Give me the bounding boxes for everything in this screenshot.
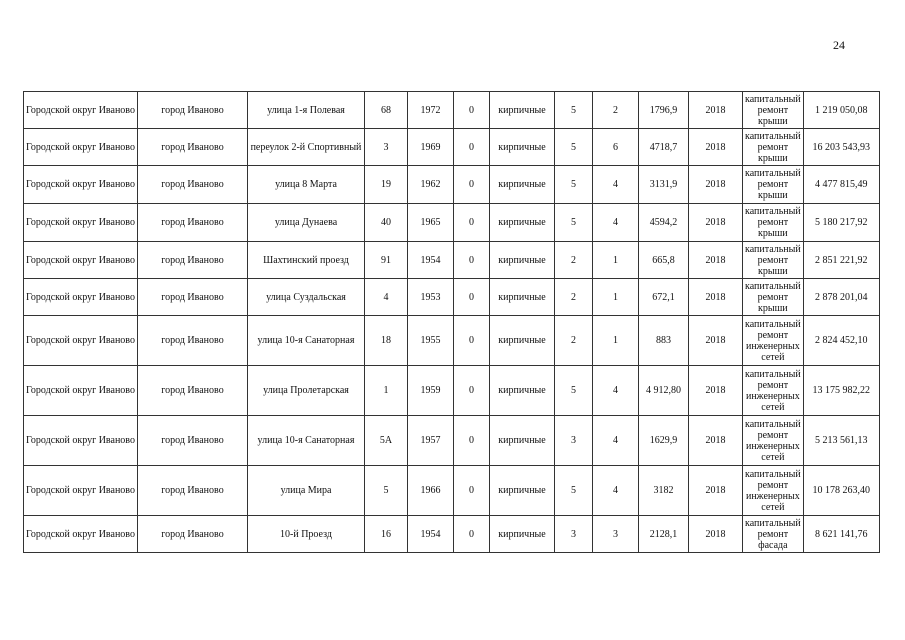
table-row (24, 166, 880, 204)
floors-cell: 2 (555, 242, 593, 279)
table-row (24, 129, 880, 166)
build-year-cell: 1966 (408, 466, 454, 516)
street-cell: улица 10-я Санаторная (248, 416, 365, 466)
city-cell: город Иваново (138, 366, 248, 416)
street-cell: улица 8 Марта (248, 166, 365, 204)
floors-cell: 2 (555, 316, 593, 366)
work-type-cell: капитальный ремонт крыши (743, 204, 804, 242)
city-cell: город Иваново (138, 204, 248, 242)
area-cell: 672,1 (639, 279, 689, 316)
page-number: 24 (833, 38, 845, 52)
work-type-cell: капитальный ремонт инженерных сетей (743, 366, 804, 416)
entrances-cell: 2 (593, 92, 639, 129)
area-cell: 883 (639, 316, 689, 366)
district-cell: Городской округ Иваново (24, 416, 138, 466)
table-row (24, 466, 880, 516)
entrances-cell: 1 (593, 242, 639, 279)
city-cell: город Иваново (138, 516, 248, 553)
build-year-cell: 1965 (408, 204, 454, 242)
area-cell: 1796,9 (639, 92, 689, 129)
house-number-cell: 40 (365, 204, 408, 242)
city-cell: город Иваново (138, 129, 248, 166)
zero-value-cell: 0 (454, 316, 490, 366)
house-number-cell: 16 (365, 516, 408, 553)
zero-value-cell: 0 (454, 242, 490, 279)
cost-cell: 10 178 263,40 (803, 466, 879, 516)
house-number-cell: 18 (365, 316, 408, 366)
floors-cell: 3 (555, 516, 593, 553)
wall-material-cell: кирпичные (490, 316, 555, 366)
street-cell: улица Суздальская (248, 279, 365, 316)
plan-year-cell: 2018 (689, 92, 743, 129)
zero-value-cell: 0 (454, 166, 490, 204)
floors-cell: 5 (555, 366, 593, 416)
plan-year-cell: 2018 (689, 242, 743, 279)
floors-cell: 5 (555, 129, 593, 166)
street-cell: улица 1-я Полевая (248, 92, 365, 129)
work-type-cell: капитальный ремонт инженерных сетей (743, 316, 804, 366)
area-cell: 2128,1 (639, 516, 689, 553)
city-cell: город Иваново (138, 279, 248, 316)
district-cell: Городской округ Иваново (24, 316, 138, 366)
city-cell: город Иваново (138, 242, 248, 279)
cost-cell: 8 621 141,76 (803, 516, 879, 553)
area-cell: 665,8 (639, 242, 689, 279)
plan-year-cell: 2018 (689, 129, 743, 166)
build-year-cell: 1962 (408, 166, 454, 204)
city-cell: город Иваново (138, 316, 248, 366)
work-type-cell: капитальный ремонт фасада (743, 516, 804, 553)
cost-cell: 1 219 050,08 (803, 92, 879, 129)
plan-year-cell: 2018 (689, 166, 743, 204)
cost-cell: 2 851 221,92 (803, 242, 879, 279)
house-number-cell: 4 (365, 279, 408, 316)
build-year-cell: 1954 (408, 516, 454, 553)
table-row (24, 416, 880, 466)
cost-cell: 2 824 452,10 (803, 316, 879, 366)
floors-cell: 5 (555, 92, 593, 129)
plan-year-cell: 2018 (689, 466, 743, 516)
street-cell: улица Пролетарская (248, 366, 365, 416)
entrances-cell: 4 (593, 466, 639, 516)
work-type-cell: капитальный ремонт крыши (743, 166, 804, 204)
street-cell: Шахтинский проезд (248, 242, 365, 279)
entrances-cell: 1 (593, 316, 639, 366)
plan-year-cell: 2018 (689, 416, 743, 466)
build-year-cell: 1972 (408, 92, 454, 129)
zero-value-cell: 0 (454, 204, 490, 242)
wall-material-cell: кирпичные (490, 129, 555, 166)
street-cell: улица Мира (248, 466, 365, 516)
zero-value-cell: 0 (454, 416, 490, 466)
zero-value-cell: 0 (454, 466, 490, 516)
wall-material-cell: кирпичные (490, 92, 555, 129)
district-cell: Городской округ Иваново (24, 242, 138, 279)
street-cell: переулок 2-й Спортивный (248, 129, 365, 166)
zero-value-cell: 0 (454, 129, 490, 166)
cost-cell: 4 477 815,49 (803, 166, 879, 204)
district-cell: Городской округ Иваново (24, 279, 138, 316)
entrances-cell: 6 (593, 129, 639, 166)
plan-year-cell: 2018 (689, 279, 743, 316)
wall-material-cell: кирпичные (490, 416, 555, 466)
entrances-cell: 4 (593, 366, 639, 416)
wall-material-cell: кирпичные (490, 279, 555, 316)
floors-cell: 5 (555, 204, 593, 242)
house-number-cell: 68 (365, 92, 408, 129)
wall-material-cell: кирпичные (490, 466, 555, 516)
district-cell: Городской округ Иваново (24, 366, 138, 416)
zero-value-cell: 0 (454, 516, 490, 553)
house-number-cell: 3 (365, 129, 408, 166)
district-cell: Городской округ Иваново (24, 92, 138, 129)
work-type-cell: капитальный ремонт крыши (743, 129, 804, 166)
city-cell: город Иваново (138, 466, 248, 516)
entrances-cell: 1 (593, 279, 639, 316)
zero-value-cell: 0 (454, 366, 490, 416)
district-cell: Городской округ Иваново (24, 129, 138, 166)
street-cell: 10-й Проезд (248, 516, 365, 553)
house-number-cell: 1 (365, 366, 408, 416)
area-cell: 3131,9 (639, 166, 689, 204)
street-cell: улица Дунаева (248, 204, 365, 242)
zero-value-cell: 0 (454, 92, 490, 129)
floors-cell: 2 (555, 279, 593, 316)
table-row (24, 204, 880, 242)
area-cell: 3182 (639, 466, 689, 516)
area-cell: 1629,9 (639, 416, 689, 466)
entrances-cell: 4 (593, 416, 639, 466)
wall-material-cell: кирпичные (490, 516, 555, 553)
table-row (24, 279, 880, 316)
table-row (24, 92, 880, 129)
build-year-cell: 1959 (408, 366, 454, 416)
wall-material-cell: кирпичные (490, 242, 555, 279)
work-type-cell: капитальный ремонт крыши (743, 92, 804, 129)
house-number-cell: 5 (365, 466, 408, 516)
house-number-cell: 5А (365, 416, 408, 466)
build-year-cell: 1957 (408, 416, 454, 466)
cost-cell: 13 175 982,22 (803, 366, 879, 416)
city-cell: город Иваново (138, 416, 248, 466)
work-type-cell: капитальный ремонт крыши (743, 279, 804, 316)
cost-cell: 5 213 561,13 (803, 416, 879, 466)
district-cell: Городской округ Иваново (24, 516, 138, 553)
house-number-cell: 91 (365, 242, 408, 279)
area-cell: 4594,2 (639, 204, 689, 242)
build-year-cell: 1954 (408, 242, 454, 279)
wall-material-cell: кирпичные (490, 204, 555, 242)
table-row (24, 316, 880, 366)
wall-material-cell: кирпичные (490, 366, 555, 416)
entrances-cell: 4 (593, 204, 639, 242)
area-cell: 4718,7 (639, 129, 689, 166)
work-type-cell: капитальный ремонт инженерных сетей (743, 416, 804, 466)
entrances-cell: 4 (593, 166, 639, 204)
cost-cell: 5 180 217,92 (803, 204, 879, 242)
cost-cell: 2 878 201,04 (803, 279, 879, 316)
entrances-cell: 3 (593, 516, 639, 553)
wall-material-cell: кирпичные (490, 166, 555, 204)
plan-year-cell: 2018 (689, 204, 743, 242)
plan-year-cell: 2018 (689, 516, 743, 553)
build-year-cell: 1969 (408, 129, 454, 166)
cost-cell: 16 203 543,93 (803, 129, 879, 166)
district-cell: Городской округ Иваново (24, 466, 138, 516)
street-cell: улица 10-я Санаторная (248, 316, 365, 366)
floors-cell: 5 (555, 466, 593, 516)
work-type-cell: капитальный ремонт крыши (743, 242, 804, 279)
city-cell: город Иваново (138, 92, 248, 129)
table-row (24, 516, 880, 553)
work-type-cell: капитальный ремонт инженерных сетей (743, 466, 804, 516)
city-cell: город Иваново (138, 166, 248, 204)
table-row (24, 242, 880, 279)
build-year-cell: 1955 (408, 316, 454, 366)
district-cell: Городской округ Иваново (24, 166, 138, 204)
zero-value-cell: 0 (454, 279, 490, 316)
plan-year-cell: 2018 (689, 366, 743, 416)
district-cell: Городской округ Иваново (24, 204, 138, 242)
build-year-cell: 1953 (408, 279, 454, 316)
plan-year-cell: 2018 (689, 316, 743, 366)
repair-program-table (23, 91, 880, 553)
floors-cell: 3 (555, 416, 593, 466)
floors-cell: 5 (555, 166, 593, 204)
area-cell: 4 912,80 (639, 366, 689, 416)
house-number-cell: 19 (365, 166, 408, 204)
table-row (24, 366, 880, 416)
